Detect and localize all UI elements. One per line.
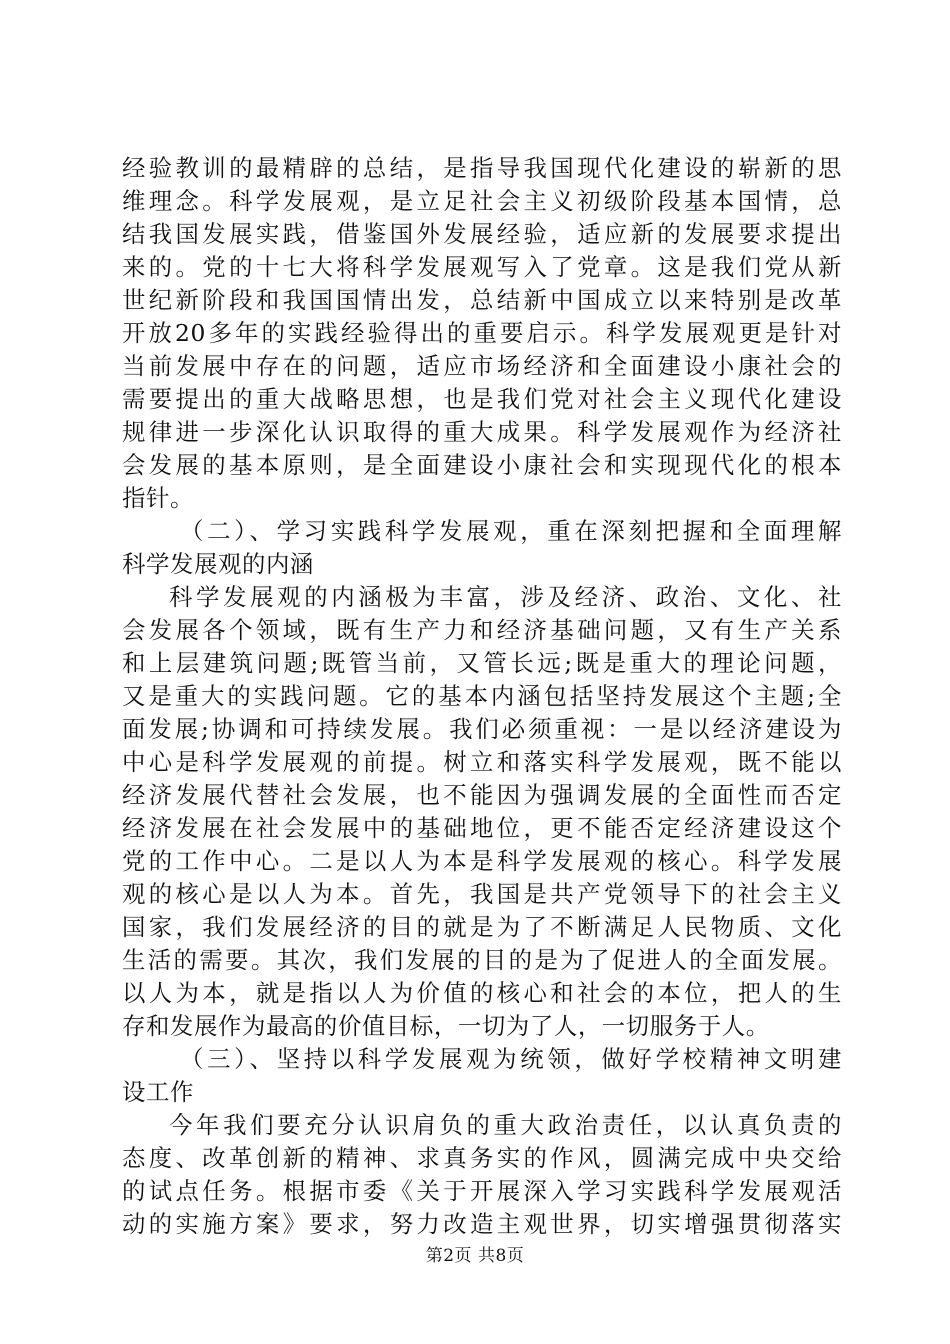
text-line: 经济发展在社会发展中的基础地位，更不能否定经济建设这个 bbox=[122, 814, 842, 842]
text-line: 结我国发展实践，借鉴国外发展经验，适应新的发展要求提出 bbox=[122, 220, 842, 248]
section-heading-2: （二）、学习实践科学发展观，重在深刻把握和全面理解 bbox=[180, 517, 842, 545]
text-line: 又是重大的实践问题。它的基本内涵包括坚持发展这个主题;全 bbox=[122, 682, 842, 710]
text-line: 面发展;协调和可持续发展。我们必须重视：一是以经济建设为 bbox=[122, 715, 842, 743]
text-line: 的试点任务。根据市委《关于开展深入学习实践科学发展观活 bbox=[122, 1177, 842, 1205]
text-line: 经验教训的最精辟的总结，是指导我国现代化建设的崭新的思 bbox=[122, 154, 842, 182]
text-line: 规律进一步深化认识取得的重大成果。科学发展观作为经济社 bbox=[122, 418, 842, 446]
text-line: 中心是科学发展观的前提。树立和落实科学发展观，既不能以 bbox=[122, 748, 842, 776]
section-heading-2-cont: 科学发展观的内涵 bbox=[122, 550, 314, 578]
section-heading-3: （三）、坚持以科学发展观为统领，做好学校精神文明建 bbox=[180, 1045, 842, 1073]
text-line: 指针。 bbox=[122, 484, 194, 512]
paragraph-first-line: 今年我们要充分认识肩负的重大政治责任，以认真负责的 bbox=[169, 1111, 842, 1139]
text-line: 存和发展作为最高的价值目标，一切为了人，一切服务于人。 bbox=[122, 1012, 770, 1040]
text-line: 会发展的基本原则，是全面建设小康社会和实现现代化的根本 bbox=[122, 451, 842, 479]
text-line: 动的实施方案》要求，努力改造主观世界，切实增强贯彻落实 bbox=[122, 1210, 842, 1238]
text-line: 会发展各个领域，既有生产力和经济基础问题，又有生产关系 bbox=[122, 616, 842, 644]
text-line: 开放20多年的实践经验得出的重要启示。科学发展观更是针对 bbox=[122, 319, 842, 347]
text-line: 当前发展中存在的问题，适应市场经济和全面建设小康社会的 bbox=[122, 352, 842, 380]
page-number-footer: 第2页 共8页 bbox=[425, 1246, 525, 1266]
text-line: 以人为本，就是指以人为价值的核心和社会的本位，把人的生 bbox=[122, 979, 842, 1007]
text-line: 生活的需要。其次，我们发展的目的是为了促进人的全面发展。 bbox=[122, 946, 842, 974]
text-line: 维理念。科学发展观，是立足社会主义初级阶段基本国情，总 bbox=[122, 187, 842, 215]
section-heading-3-cont: 设工作 bbox=[122, 1078, 194, 1106]
text-line: 国家，我们发展经济的目的就是为了不断满足人民物质、文化 bbox=[122, 913, 842, 941]
text-line: 需要提出的重大战略思想，也是我们党对社会主义现代化建设 bbox=[122, 385, 842, 413]
text-line: 来的。党的十七大将科学发展观写入了党章。这是我们党从新 bbox=[122, 253, 842, 281]
paragraph-first-line: 科学发展观的内涵极为丰富，涉及经济、政治、文化、社 bbox=[169, 583, 842, 611]
text-line: 党的工作中心。二是以人为本是科学发展观的核心。科学发展 bbox=[122, 847, 842, 875]
text-line: 观的核心是以人为本。首先，我国是共产党领导下的社会主义 bbox=[122, 880, 842, 908]
text-line: 世纪新阶段和我国国情出发，总结新中国成立以来特别是改革 bbox=[122, 286, 842, 314]
text-line: 和上层建筑问题;既管当前，又管长远;既是重大的理论问题， bbox=[122, 649, 842, 677]
document-body bbox=[122, 152, 842, 1241]
text-line: 态度、改革创新的精神、求真务实的作风，圆满完成中央交给 bbox=[122, 1144, 842, 1172]
text-line: 经济发展代替社会发展，也不能因为强调发展的全面性而否定 bbox=[122, 781, 842, 809]
